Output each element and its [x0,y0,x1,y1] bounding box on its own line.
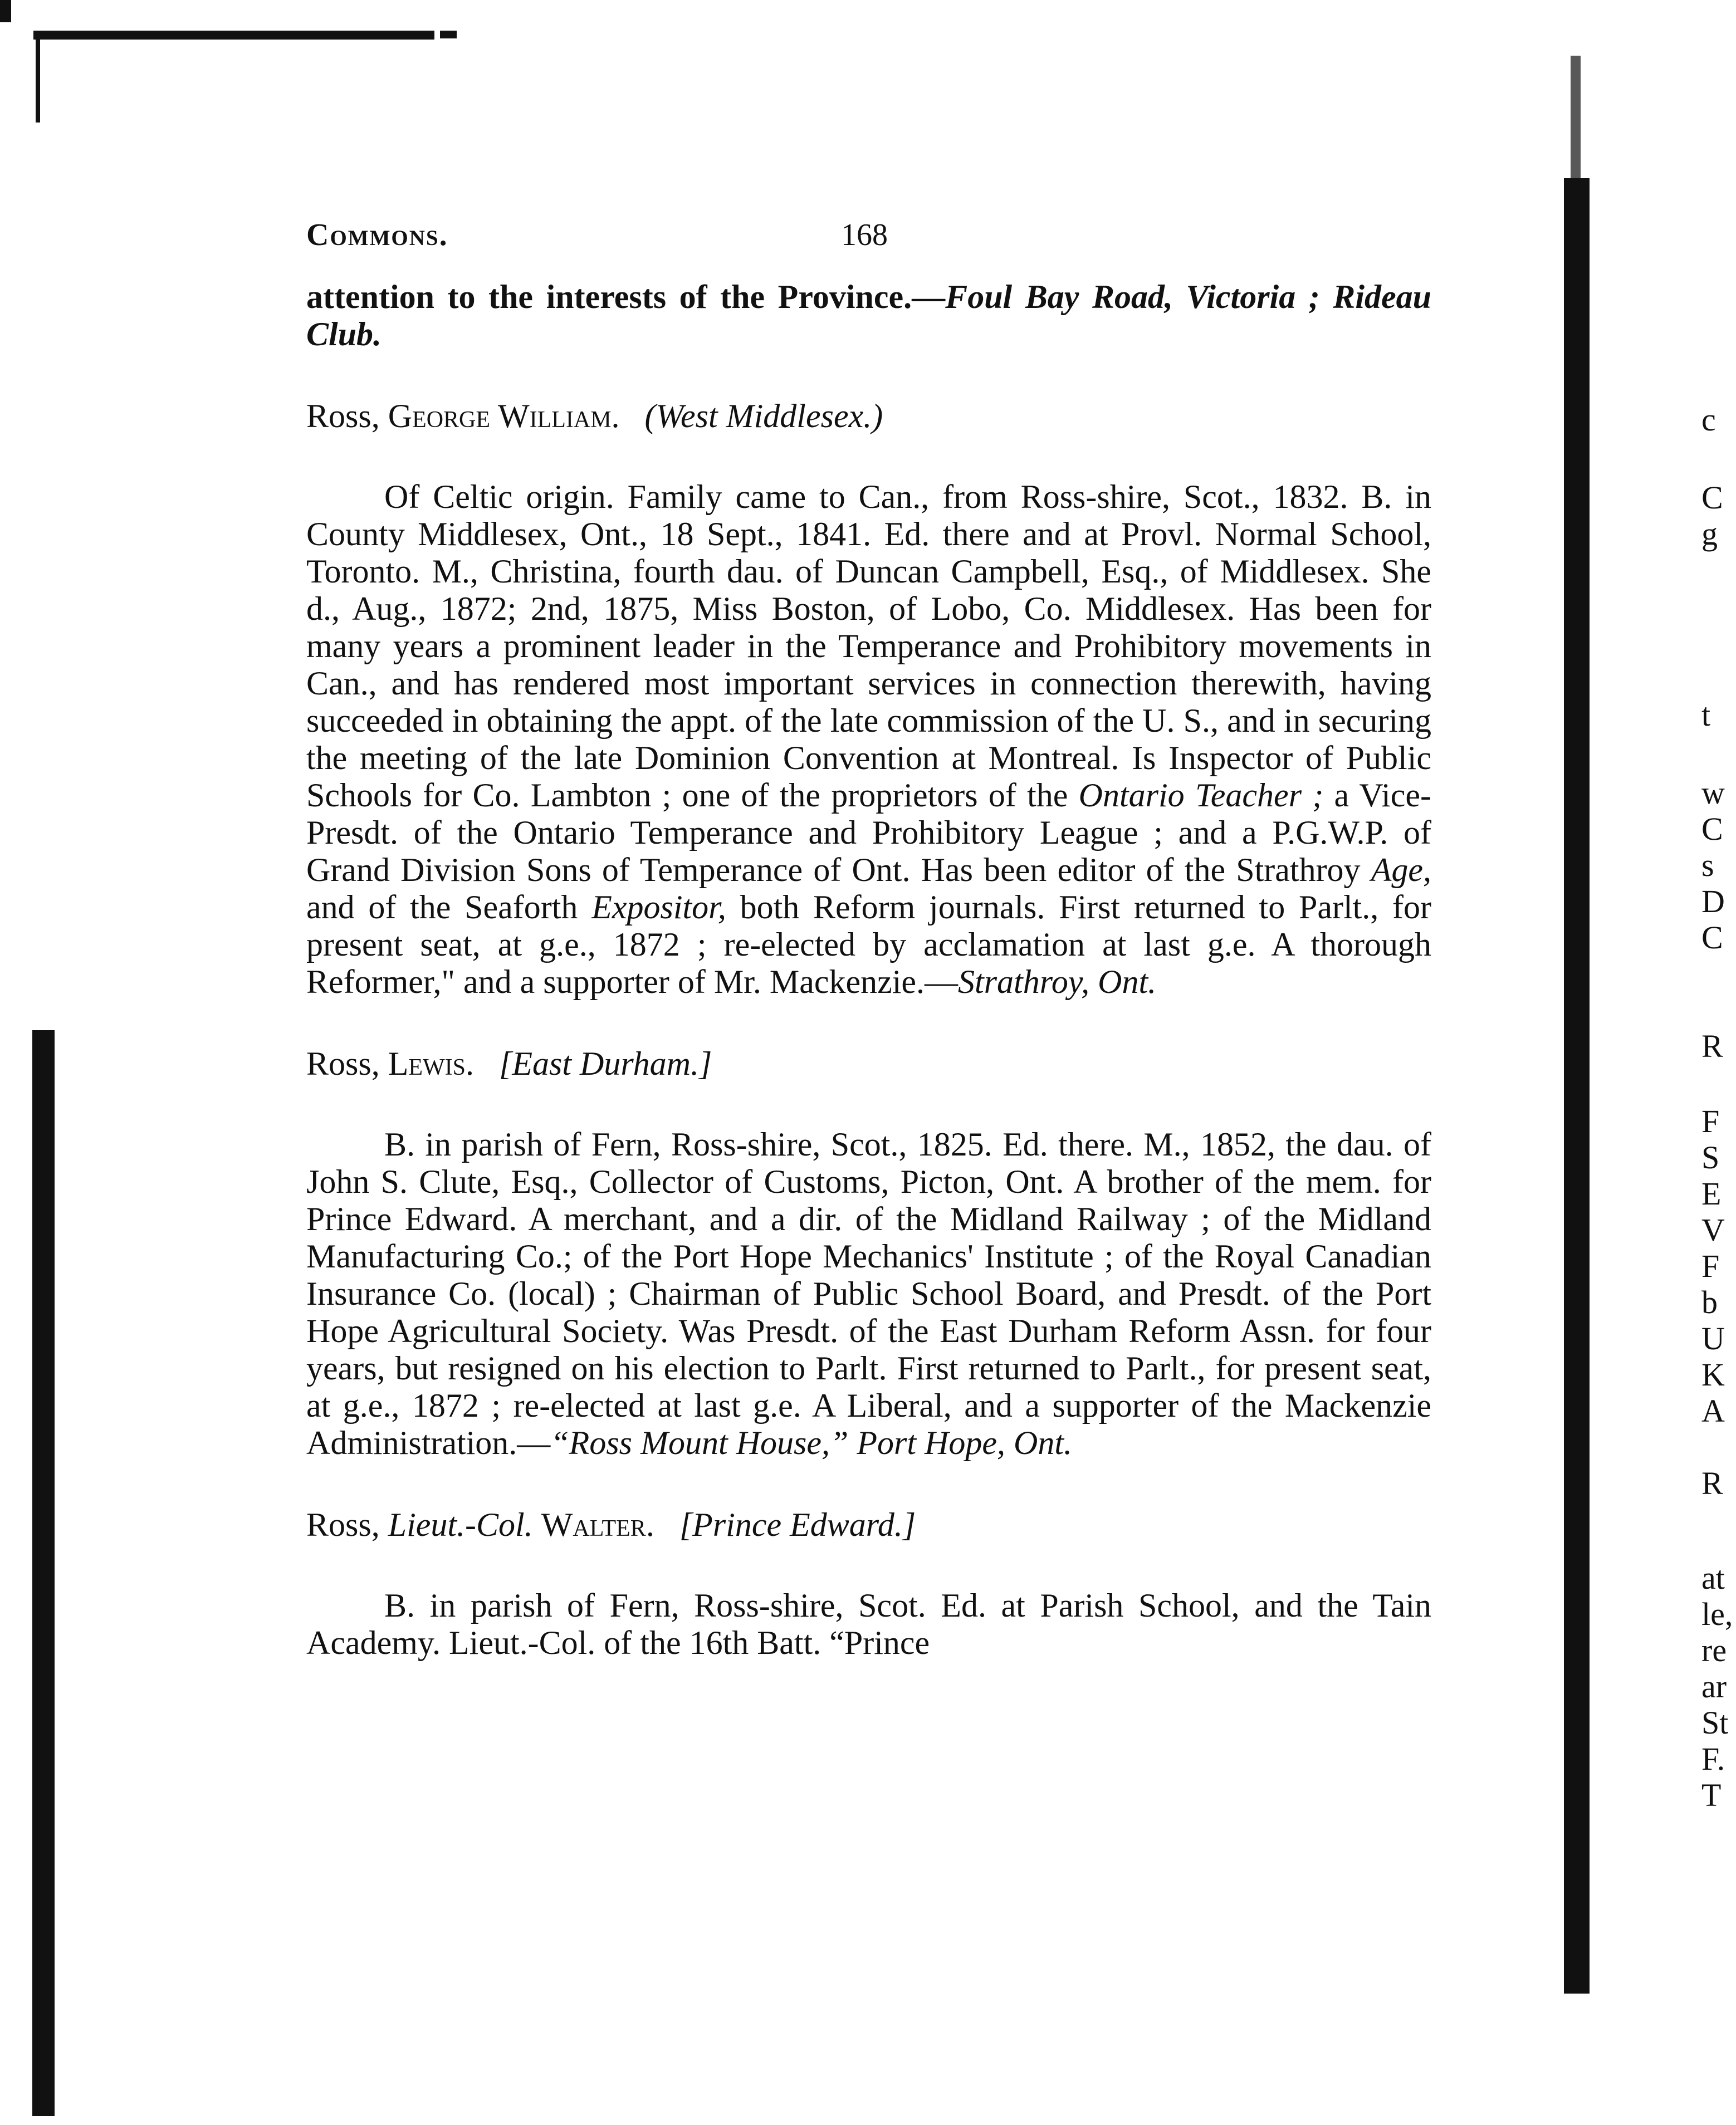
section-title: Commons. [306,218,448,252]
entry-heading-walter-ross: Ross, Lieut.-Col. Walter. [Prince Edward.] [306,1506,916,1543]
scan-edge-left [36,33,40,123]
scan-edge-right [1564,178,1590,1994]
scan-edge-top-rule [33,31,434,40]
constituency: [Prince Edward.] [679,1506,916,1543]
scan-edge-left-lower [32,1030,55,2116]
entry-heading-lewis-ross: Ross, Lewis. [East Durham.] [306,1045,712,1082]
scan-edge-right-top [1571,56,1581,178]
entry-body-lewis-ross: B. in parish of Fern, Ross-shire, Scot., 1825. Ed. there. M., 1852, the dau. of John S. Clute, Esq., Collector of Customs, Picton, Ont. A brother of the mem. for Prince Edward. A merchant, and a dir. of the Midland Railway ; of the Midland Manufacturing Co.; of the Port Hope Mechanics' Institute ; of the Royal Canadian Insurance Co. (local) ; Chairman of Public School Board, and Presdt. of the Port Hope Agricultural Society. Was Presdt. of the East Durham Reform Assn. for four years, but resigned on his election to Parlt. First returned to Parlt., for present seat, at g.e., 1872 ; re-elected at last g.e. A Liberal, and a supporter of the Mackenzie Administration.—“Ross Mount House,” Port Hope, Ont. [306,1126,1431,1461]
scan-edge-top [0,0,11,22]
entry-address: Strathroy, Ont. [958,963,1157,1000]
continuation-address: Foul Bay Road, Victoria ; Rideau Club. [306,278,1431,352]
entry-body-george-william-ross: Of Celtic origin. Family came to Can., from Ross-shire, Scot., 1832. B. in County Middlesex, Ont., 18 Sept., 1841. Ed. there and at Provl. Normal School, Toronto. M., Christina, fourth dau. of Duncan Campbell, Esq., of Middlesex. She d., Aug., 1872; 2nd, 1875, Miss Boston, of Lobo, Co. Middlesex. Has been for many years a prominent leader in the Temperance and Prohibitory movements in Can., and has rendered most important services in connection therewith, having succeeded in obtaining the appt. of the late commission of the U. S., and in securing the meeting of the late Dominion Convention at Montreal. Is Inspector of Public Schools for Co. Lambton ; one of the proprietors of the Ontario Teacher ; a Vice-Presdt. of the Ontario Temperance and Prohibitory League ; and a P.G.W.P. of Grand Division Sons of Temperance of Ont. Has been editor of the Strathroy Age, and of the Seaforth Expositor, both Reform journals. First returned to Parlt., for present seat, at g.e., 1872 ; re-elected by acclamation at last g.e. A thorough Reformer," and a supporter of Mr. Mackenzie.—Strathroy, Ont. [306,478,1432,1000]
entry-address: “Ross Mount House,” Port Hope, Ont. [550,1424,1072,1461]
continuation-paragraph: attention to the interests of the Province.—Foul Bay Road, Victoria ; Rideau Club. [306,278,1431,352]
constituency: (West Middlesex.) [644,398,883,434]
scan-edge-top-mark [440,31,457,38]
constituency: [East Durham.] [499,1045,712,1082]
entry-body-walter-ross: B. in parish of Fern, Ross-shire, Scot. Ed. at Parish School, and the Tain Academy. Lieut.-Col. of the 16th Batt. “Prince [306,1587,1431,1661]
page-number: 168 [841,218,888,252]
document-page [306,212,1431,1662]
entry-heading-george-william-ross: Ross, George William. (West Middlesex.) [306,398,883,434]
running-head [306,212,1431,278]
